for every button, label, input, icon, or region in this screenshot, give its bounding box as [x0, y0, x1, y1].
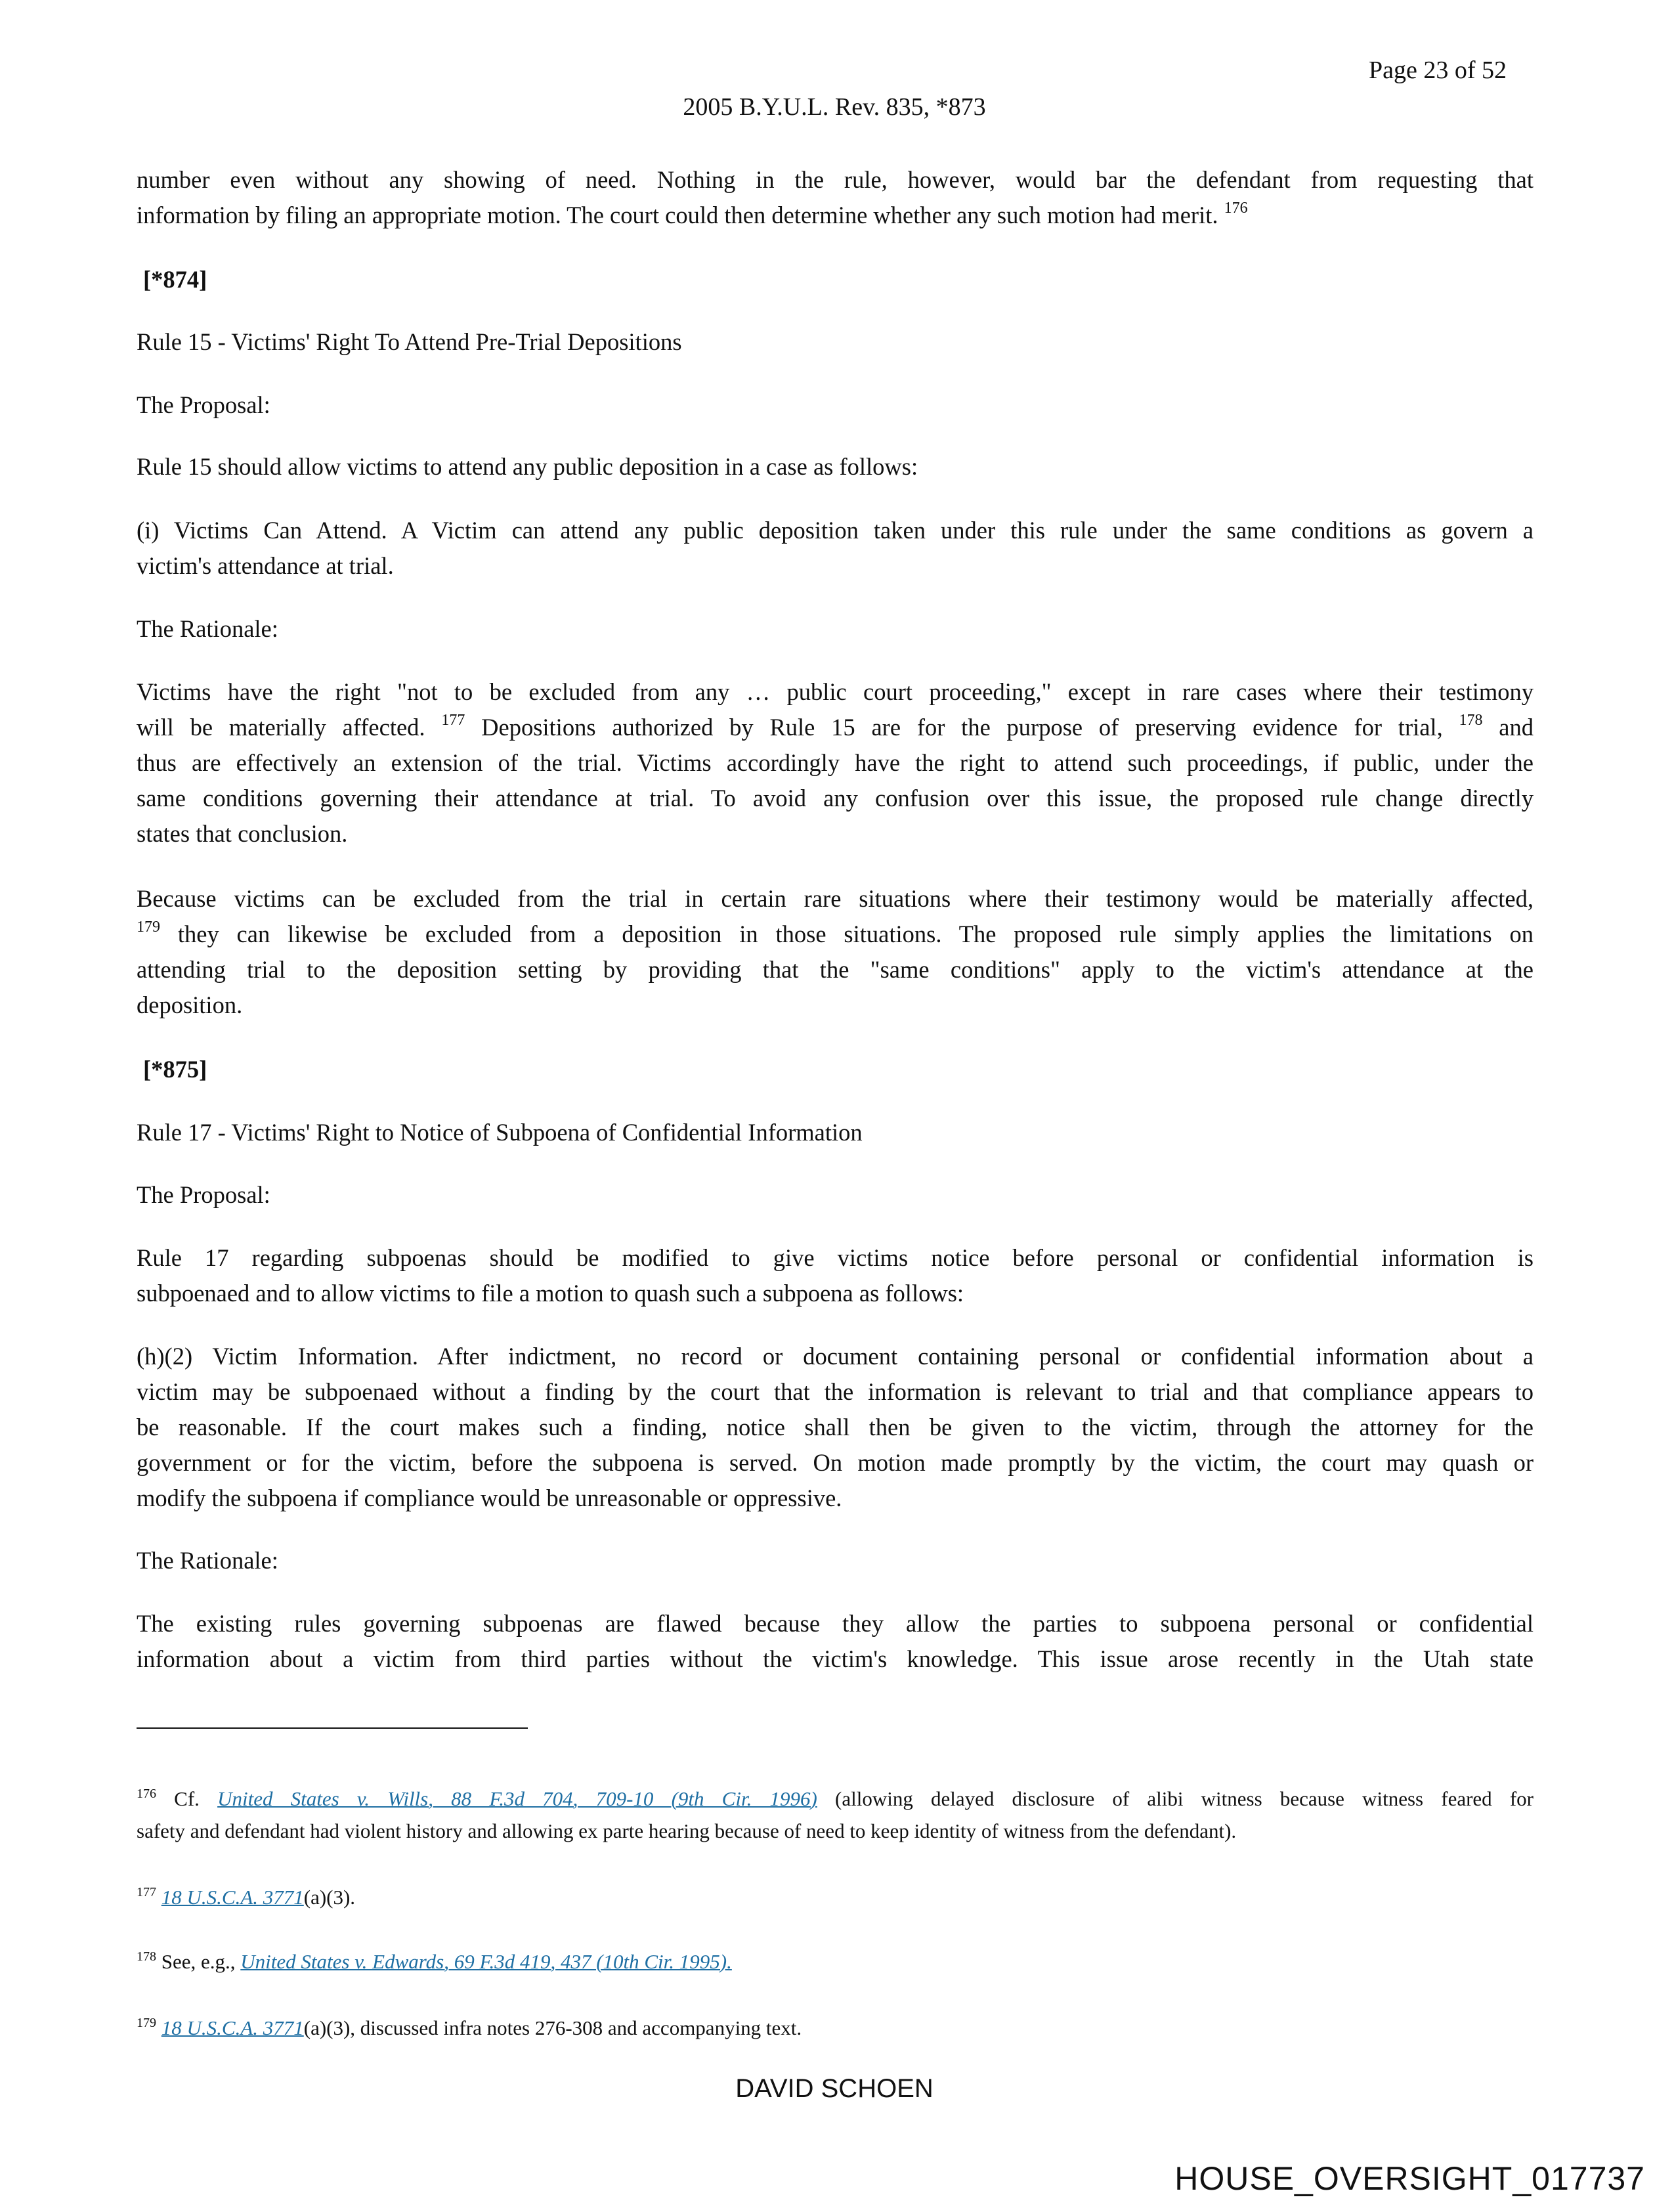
text-run: (allowing delayed disclosure of alibi witness because witness feared for — [817, 1787, 1534, 1810]
text-line — [137, 198, 1534, 233]
star-page-874 — [143, 262, 1540, 297]
rule-17-intro — [137, 1240, 1534, 1311]
text-line — [137, 449, 1534, 485]
text-line — [137, 387, 1534, 423]
text-line — [143, 262, 1540, 297]
text-run: same conditions governing their attendance at trial. To avoid any confusion over this issue, the proposed rule change directly — [137, 785, 1534, 812]
paragraph-continuation — [137, 162, 1534, 233]
text-run: subpoenaed and to allow victims to file a motion to quash such a subpoena as follows: — [137, 1280, 964, 1307]
text-run: safety and defendant had violent history and allowing ex parte hearing because of need to keep identity of witness from the defendant). — [137, 1819, 1237, 1842]
text-run: Rule 17 - Victims' Right to Notice of Subpoena of Confidential Information — [137, 1119, 863, 1146]
text-run: modify the subpoena if compliance would be unreasonable or oppressive. — [137, 1485, 842, 1511]
text-line — [137, 611, 1534, 647]
text-line — [137, 952, 1534, 987]
text-run: deposition. — [137, 991, 243, 1018]
citation-link[interactable]: United States v. Edwards, 69 F.3d 419, 437 (10th Cir. 1995). — [240, 1950, 732, 1973]
text-run: [*875] — [143, 1056, 207, 1083]
text-run: The Rationale: — [137, 1547, 278, 1574]
proposal-label — [137, 387, 1534, 423]
footnote-reference: 177 — [137, 1885, 156, 1899]
text-line — [137, 162, 1534, 198]
text-run: Victims have the right "not to be excluded from any … public court proceeding," except in rare cases where their testimony — [137, 678, 1534, 705]
text-run: (h)(2) Victim Information. After indictment, no record or document containing personal or confidential information about a — [137, 1343, 1534, 1370]
text-run: be reasonable. If the court makes such a finding, notice shall then be given to the victim, through the attorney for the — [137, 1414, 1534, 1441]
text-line — [137, 1374, 1534, 1410]
text-run: number even without any showing of need. Nothing in the rule, however, would bar the defendant from requesting that — [137, 166, 1534, 193]
text-run: The existing rules governing subpoenas are flawed because they allow the parties to subpoena personal or confidential — [137, 1610, 1534, 1637]
rule-15-intro — [137, 449, 1534, 485]
text-run: The Rationale: — [137, 615, 278, 642]
text-line — [137, 1445, 1534, 1481]
page-number: Page 23 of 52 — [1368, 56, 1507, 84]
footnote-176 — [137, 1783, 1534, 1847]
text-run: victim's attendance at trial. — [137, 552, 394, 579]
rule-15-heading — [137, 324, 1534, 360]
text-run: victim may be subpoenaed without a finding by the court that the information is relevant to trial and that compliance appears to — [137, 1378, 1534, 1405]
text-line — [137, 1881, 1534, 1913]
text-line — [137, 1339, 1534, 1374]
text-line — [137, 674, 1534, 710]
rule-17-rationale — [137, 1606, 1534, 1677]
text-run: information about a victim from third parties without the victim's knowledge. This issue arose recently in the Utah state — [137, 1645, 1534, 1672]
text-run: government or for the victim, before the subpoena is served. On motion made promptly by the victim, the court may quash or — [137, 1449, 1534, 1476]
text-run: information by filing an appropriate motion. The court could then determine whether any such motion had merit. — [137, 202, 1224, 228]
text-run: thus are effectively an extension of the trial. Victims accordingly have the right to attend such proceedings, if public, under the — [137, 749, 1534, 776]
text-line — [137, 324, 1534, 360]
text-run — [156, 1886, 161, 1909]
star-page-875 — [143, 1052, 1540, 1087]
text-line — [137, 1543, 1534, 1578]
rationale-label — [137, 1543, 1534, 1578]
footnote-reference: 176 — [1224, 200, 1248, 217]
footnote-reference: 179 — [137, 919, 160, 936]
text-run: [*874] — [143, 266, 207, 293]
footnote-reference: 178 — [1459, 712, 1483, 729]
text-line — [137, 548, 1534, 584]
text-run: Because victims can be excluded from the trial in certain rare situations where their testimony would be materially affected, — [137, 885, 1534, 912]
text-run: Rule 15 - Victims' Right To Attend Pre-Trial Depositions — [137, 328, 682, 355]
signature-stamp: DAVID SCHOEN — [735, 2074, 934, 2103]
footnote-reference: 178 — [137, 1949, 156, 1964]
running-head-citation: 2005 B.Y.U.L. Rev. 835, *873 — [683, 93, 986, 121]
text-line — [137, 816, 1534, 852]
text-line — [137, 1276, 1534, 1311]
text-run: (a)(3), discussed infra notes 276-308 and accompanying text. — [303, 2016, 802, 2039]
bates-number: HOUSE_OVERSIGHT_017737 — [1174, 2160, 1645, 2197]
text-line — [137, 2012, 1534, 2044]
text-run: will be materially affected. — [137, 714, 442, 741]
text-run: attending trial to the deposition setting by providing that the "same conditions" apply to the victim's attendance at the — [137, 956, 1534, 983]
text-run: and — [1482, 714, 1534, 741]
text-line — [137, 1410, 1534, 1445]
text-run: Rule 17 regarding subpoenas should be modified to give victims notice before personal or confidential information is — [137, 1244, 1534, 1271]
text-run: The Proposal: — [137, 391, 270, 418]
text-run — [156, 2016, 161, 2039]
citation-link[interactable]: United States v. Wills, 88 F.3d 704, 709-10 (9th Cir. 1996) — [217, 1787, 817, 1810]
citation-link[interactable]: 18 U.S.C.A. 3771 — [161, 2016, 304, 2039]
text-line — [137, 1945, 1534, 1978]
citation-link[interactable]: 18 U.S.C.A. 3771 — [161, 1886, 304, 1909]
text-line — [137, 513, 1534, 548]
footnote-reference: 177 — [441, 712, 465, 729]
footnote-reference: 179 — [137, 2016, 156, 2030]
text-line — [137, 745, 1534, 781]
text-run: states that conclusion. — [137, 820, 348, 847]
text-line — [137, 1481, 1534, 1516]
rule-17-text — [137, 1339, 1534, 1516]
text-line — [143, 1052, 1540, 1087]
text-line — [137, 1606, 1534, 1641]
text-line — [137, 1115, 1534, 1150]
text-line — [137, 987, 1534, 1023]
rule-17-heading — [137, 1115, 1534, 1150]
text-line — [137, 1240, 1534, 1276]
text-run: (a)(3). — [303, 1886, 356, 1909]
text-run: See, e.g., — [156, 1950, 241, 1973]
rationale-paragraph — [137, 674, 1534, 852]
text-line — [137, 781, 1534, 816]
footnote-divider — [137, 1727, 528, 1729]
text-line — [137, 1815, 1534, 1847]
footnote-reference: 176 — [137, 1787, 156, 1801]
proposal-label — [137, 1177, 1534, 1213]
text-run: Depositions authorized by Rule 15 are for the purpose of preserving evidence for trial, — [465, 714, 1459, 741]
text-line — [137, 881, 1534, 917]
text-run: Rule 15 should allow victims to attend any public deposition in a case as follows: — [137, 453, 918, 480]
text-run: Cf. — [156, 1787, 218, 1810]
footnote-177 — [137, 1881, 1534, 1913]
text-run: they can likewise be excluded from a deposition in those situations. The proposed rule simply applies the limitations on — [160, 921, 1534, 947]
exclusion-paragraph — [137, 881, 1534, 1023]
text-line — [137, 710, 1534, 745]
rationale-label — [137, 611, 1534, 647]
text-run: The Proposal: — [137, 1181, 270, 1208]
text-line — [137, 1783, 1534, 1815]
footnote-179 — [137, 2012, 1534, 2044]
footnote-178 — [137, 1945, 1534, 1978]
text-line — [137, 917, 1534, 952]
rule-15-text — [137, 513, 1534, 584]
text-line — [137, 1177, 1534, 1213]
text-run: (i) Victims Can Attend. A Victim can attend any public deposition taken under this rule under the same conditions as govern a — [137, 517, 1534, 544]
text-line — [137, 1641, 1534, 1677]
